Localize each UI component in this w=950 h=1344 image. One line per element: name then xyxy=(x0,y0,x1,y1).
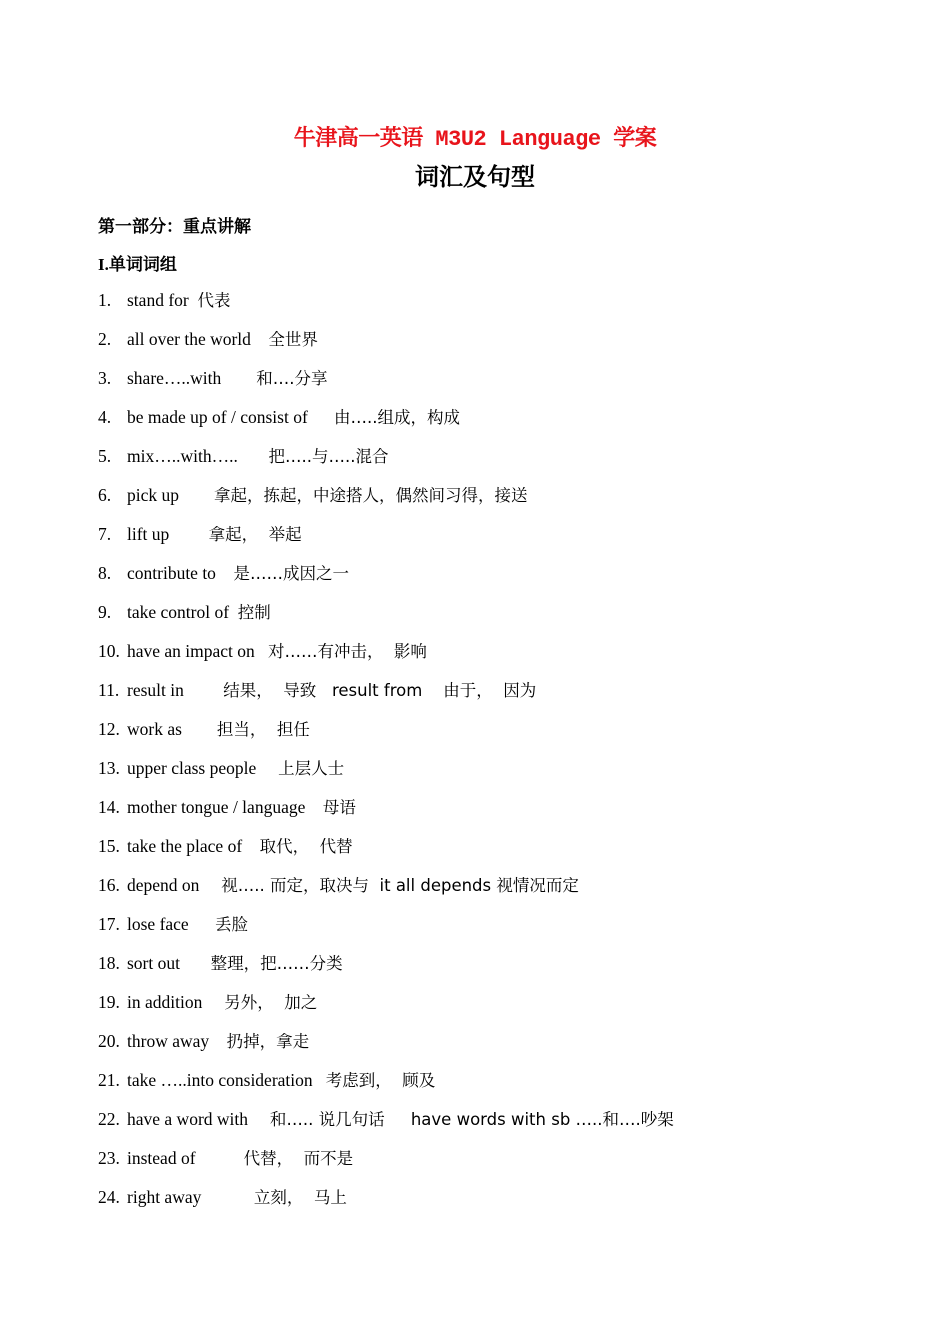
vocab-item xyxy=(98,832,674,871)
vocab-english: have an impact on xyxy=(127,641,255,661)
vocab-number: 7. xyxy=(98,524,112,544)
vocab-gap xyxy=(182,719,217,739)
vocab-number: 8. xyxy=(98,563,112,583)
vocab-gap xyxy=(255,641,268,661)
vocab-gap xyxy=(169,524,208,544)
vocab-number: 23. xyxy=(98,1148,120,1168)
vocab-item xyxy=(98,988,674,1027)
vocab-chinese: 立刻， 马上 xyxy=(253,1188,347,1207)
vocab-chinese: 对……有冲击， 影响 xyxy=(267,642,427,661)
vocab-number: 14. xyxy=(98,797,120,817)
vocab-chinese: 是……成因之一 xyxy=(233,564,349,583)
vocab-chinese: 拿起，拣起，中途搭人，偶然间习得，接送 xyxy=(214,486,528,505)
vocab-gap xyxy=(180,953,211,973)
vocab-english: take …..into consideration xyxy=(127,1070,313,1090)
vocab-chinese: 控制 xyxy=(237,603,271,622)
vocab-chinese: 和….. 说几句话 have words with sb …..和….吵架 xyxy=(269,1110,674,1129)
vocab-item xyxy=(98,715,674,754)
vocab-number: 18. xyxy=(98,953,120,973)
vocab-number: 2. xyxy=(98,329,112,349)
vocab-number: 16. xyxy=(98,875,120,895)
vocab-gap xyxy=(199,875,221,895)
vocab-english: depend on xyxy=(127,875,200,895)
vocab-number: 6. xyxy=(98,485,112,505)
vocab-item xyxy=(98,754,674,793)
vocab-chinese: 代表 xyxy=(197,291,231,310)
vocab-english: all over the world xyxy=(127,329,251,349)
vocab-gap xyxy=(209,1031,227,1051)
vocab-chinese: 代替， 而不是 xyxy=(243,1149,354,1168)
vocab-english: throw away xyxy=(127,1031,210,1051)
vocab-list xyxy=(98,286,674,1222)
title-code: M3U2 Language xyxy=(435,127,601,152)
vocab-english: take the place of xyxy=(127,836,243,856)
vocab-gap xyxy=(202,992,224,1012)
vocab-english: mother tongue / language xyxy=(127,797,306,817)
vocab-item xyxy=(98,403,674,442)
vocab-gap xyxy=(229,602,238,622)
vocab-item xyxy=(98,871,674,910)
vocab-gap xyxy=(242,836,260,856)
vocab-item xyxy=(98,793,674,832)
vocab-item xyxy=(98,1105,674,1144)
vocab-english: lose face xyxy=(127,914,189,934)
vocab-gap xyxy=(184,680,223,700)
vocab-gap xyxy=(248,1109,270,1129)
vocab-item xyxy=(98,676,674,715)
subsection-label: 单词词组 xyxy=(108,255,177,275)
vocab-english: lift up xyxy=(127,524,170,544)
vocab-english: right away xyxy=(127,1187,202,1207)
vocab-english: be made up of / consist of xyxy=(127,407,308,427)
vocab-number: 9. xyxy=(98,602,112,622)
vocab-chinese: 由…..组成，构成 xyxy=(334,408,461,427)
vocab-item xyxy=(98,520,674,559)
subsection-prefix: I. xyxy=(98,255,109,274)
vocab-item xyxy=(98,442,674,481)
vocab-chinese: 把…..与…..混合 xyxy=(268,447,389,466)
vocab-item xyxy=(98,949,674,988)
title-cn-part-2: 学案 xyxy=(613,125,657,151)
vocab-chinese: 视….. 而定，取决与 it all depends 视情况而定 xyxy=(221,876,579,895)
vocab-english: result in xyxy=(127,680,184,700)
vocab-chinese: 上层人士 xyxy=(278,759,345,778)
title-cn-part-1: 牛津高一英语 xyxy=(293,125,423,151)
vocab-number: 22. xyxy=(98,1109,120,1129)
vocab-number: 19. xyxy=(98,992,120,1012)
vocab-number: 21. xyxy=(98,1070,120,1090)
vocab-english: contribute to xyxy=(127,563,216,583)
vocab-gap xyxy=(313,1070,326,1090)
vocab-number: 24. xyxy=(98,1187,120,1207)
vocab-gap xyxy=(256,758,278,778)
vocab-number: 20. xyxy=(98,1031,120,1051)
vocab-chinese: 丢脸 xyxy=(214,915,248,934)
vocab-english: share…..with xyxy=(127,368,222,388)
vocab-gap xyxy=(196,1148,244,1168)
vocab-item xyxy=(98,1027,674,1066)
vocab-chinese: 考虑到， 顾及 xyxy=(325,1071,436,1090)
vocab-number: 12. xyxy=(98,719,120,739)
vocab-number: 10. xyxy=(98,641,120,661)
vocab-number: 13. xyxy=(98,758,120,778)
vocab-chinese: 整理，把……分类 xyxy=(210,954,343,973)
vocab-gap xyxy=(189,914,215,934)
vocab-item xyxy=(98,910,674,949)
vocab-chinese: 担当， 担任 xyxy=(216,720,310,739)
vocab-item xyxy=(98,1066,674,1105)
vocab-english: take control of xyxy=(127,602,230,622)
vocab-item xyxy=(98,481,674,520)
vocab-gap xyxy=(238,446,269,466)
subsection-heading xyxy=(98,250,177,275)
document-subtitle: 词汇及句型 xyxy=(415,163,535,191)
vocab-number: 1. xyxy=(98,290,112,310)
vocab-chinese: 全世界 xyxy=(268,330,318,349)
vocab-chinese: 取代， 代替 xyxy=(259,837,353,856)
vocab-english: work as xyxy=(127,719,182,739)
document-title xyxy=(0,121,950,152)
vocab-english: have a word with xyxy=(127,1109,249,1129)
vocab-item xyxy=(98,1144,674,1183)
vocab-number: 3. xyxy=(98,368,112,388)
vocab-gap xyxy=(305,797,323,817)
vocab-number: 15. xyxy=(98,836,120,856)
vocab-english: stand for xyxy=(127,290,189,310)
vocab-gap xyxy=(216,563,234,583)
vocab-english: upper class people xyxy=(127,758,257,778)
vocab-gap xyxy=(308,407,334,427)
vocab-item xyxy=(98,364,674,403)
vocab-english: instead of xyxy=(127,1148,196,1168)
vocab-item xyxy=(98,598,674,637)
vocab-gap xyxy=(251,329,269,349)
vocab-chinese: 母语 xyxy=(322,798,356,817)
vocab-chinese: 另外， 加之 xyxy=(224,993,318,1012)
vocab-chinese: 拿起， 举起 xyxy=(208,525,302,544)
vocab-gap xyxy=(179,485,214,505)
vocab-number: 4. xyxy=(98,407,112,427)
vocab-number: 17. xyxy=(98,914,120,934)
vocab-item xyxy=(98,325,674,364)
vocab-chinese: 和….分享 xyxy=(256,369,328,388)
vocab-item xyxy=(98,1183,674,1222)
vocab-chinese: 扔掉，拿走 xyxy=(226,1032,310,1051)
vocab-chinese: 结果， 导致 result from 由于， 因为 xyxy=(223,681,537,700)
vocab-gap xyxy=(221,368,256,388)
vocab-number: 5. xyxy=(98,446,112,466)
vocab-number: 11. xyxy=(98,680,120,700)
vocab-english: in addition xyxy=(127,992,203,1012)
vocab-item xyxy=(98,637,674,676)
vocab-item xyxy=(98,286,674,325)
vocab-english: mix…..with….. xyxy=(127,446,238,466)
vocab-english: sort out xyxy=(127,953,180,973)
section-heading: 第一部分：重点讲解 xyxy=(98,217,251,237)
vocab-item xyxy=(98,559,674,598)
vocab-english: pick up xyxy=(127,485,180,505)
vocab-gap xyxy=(201,1187,254,1207)
